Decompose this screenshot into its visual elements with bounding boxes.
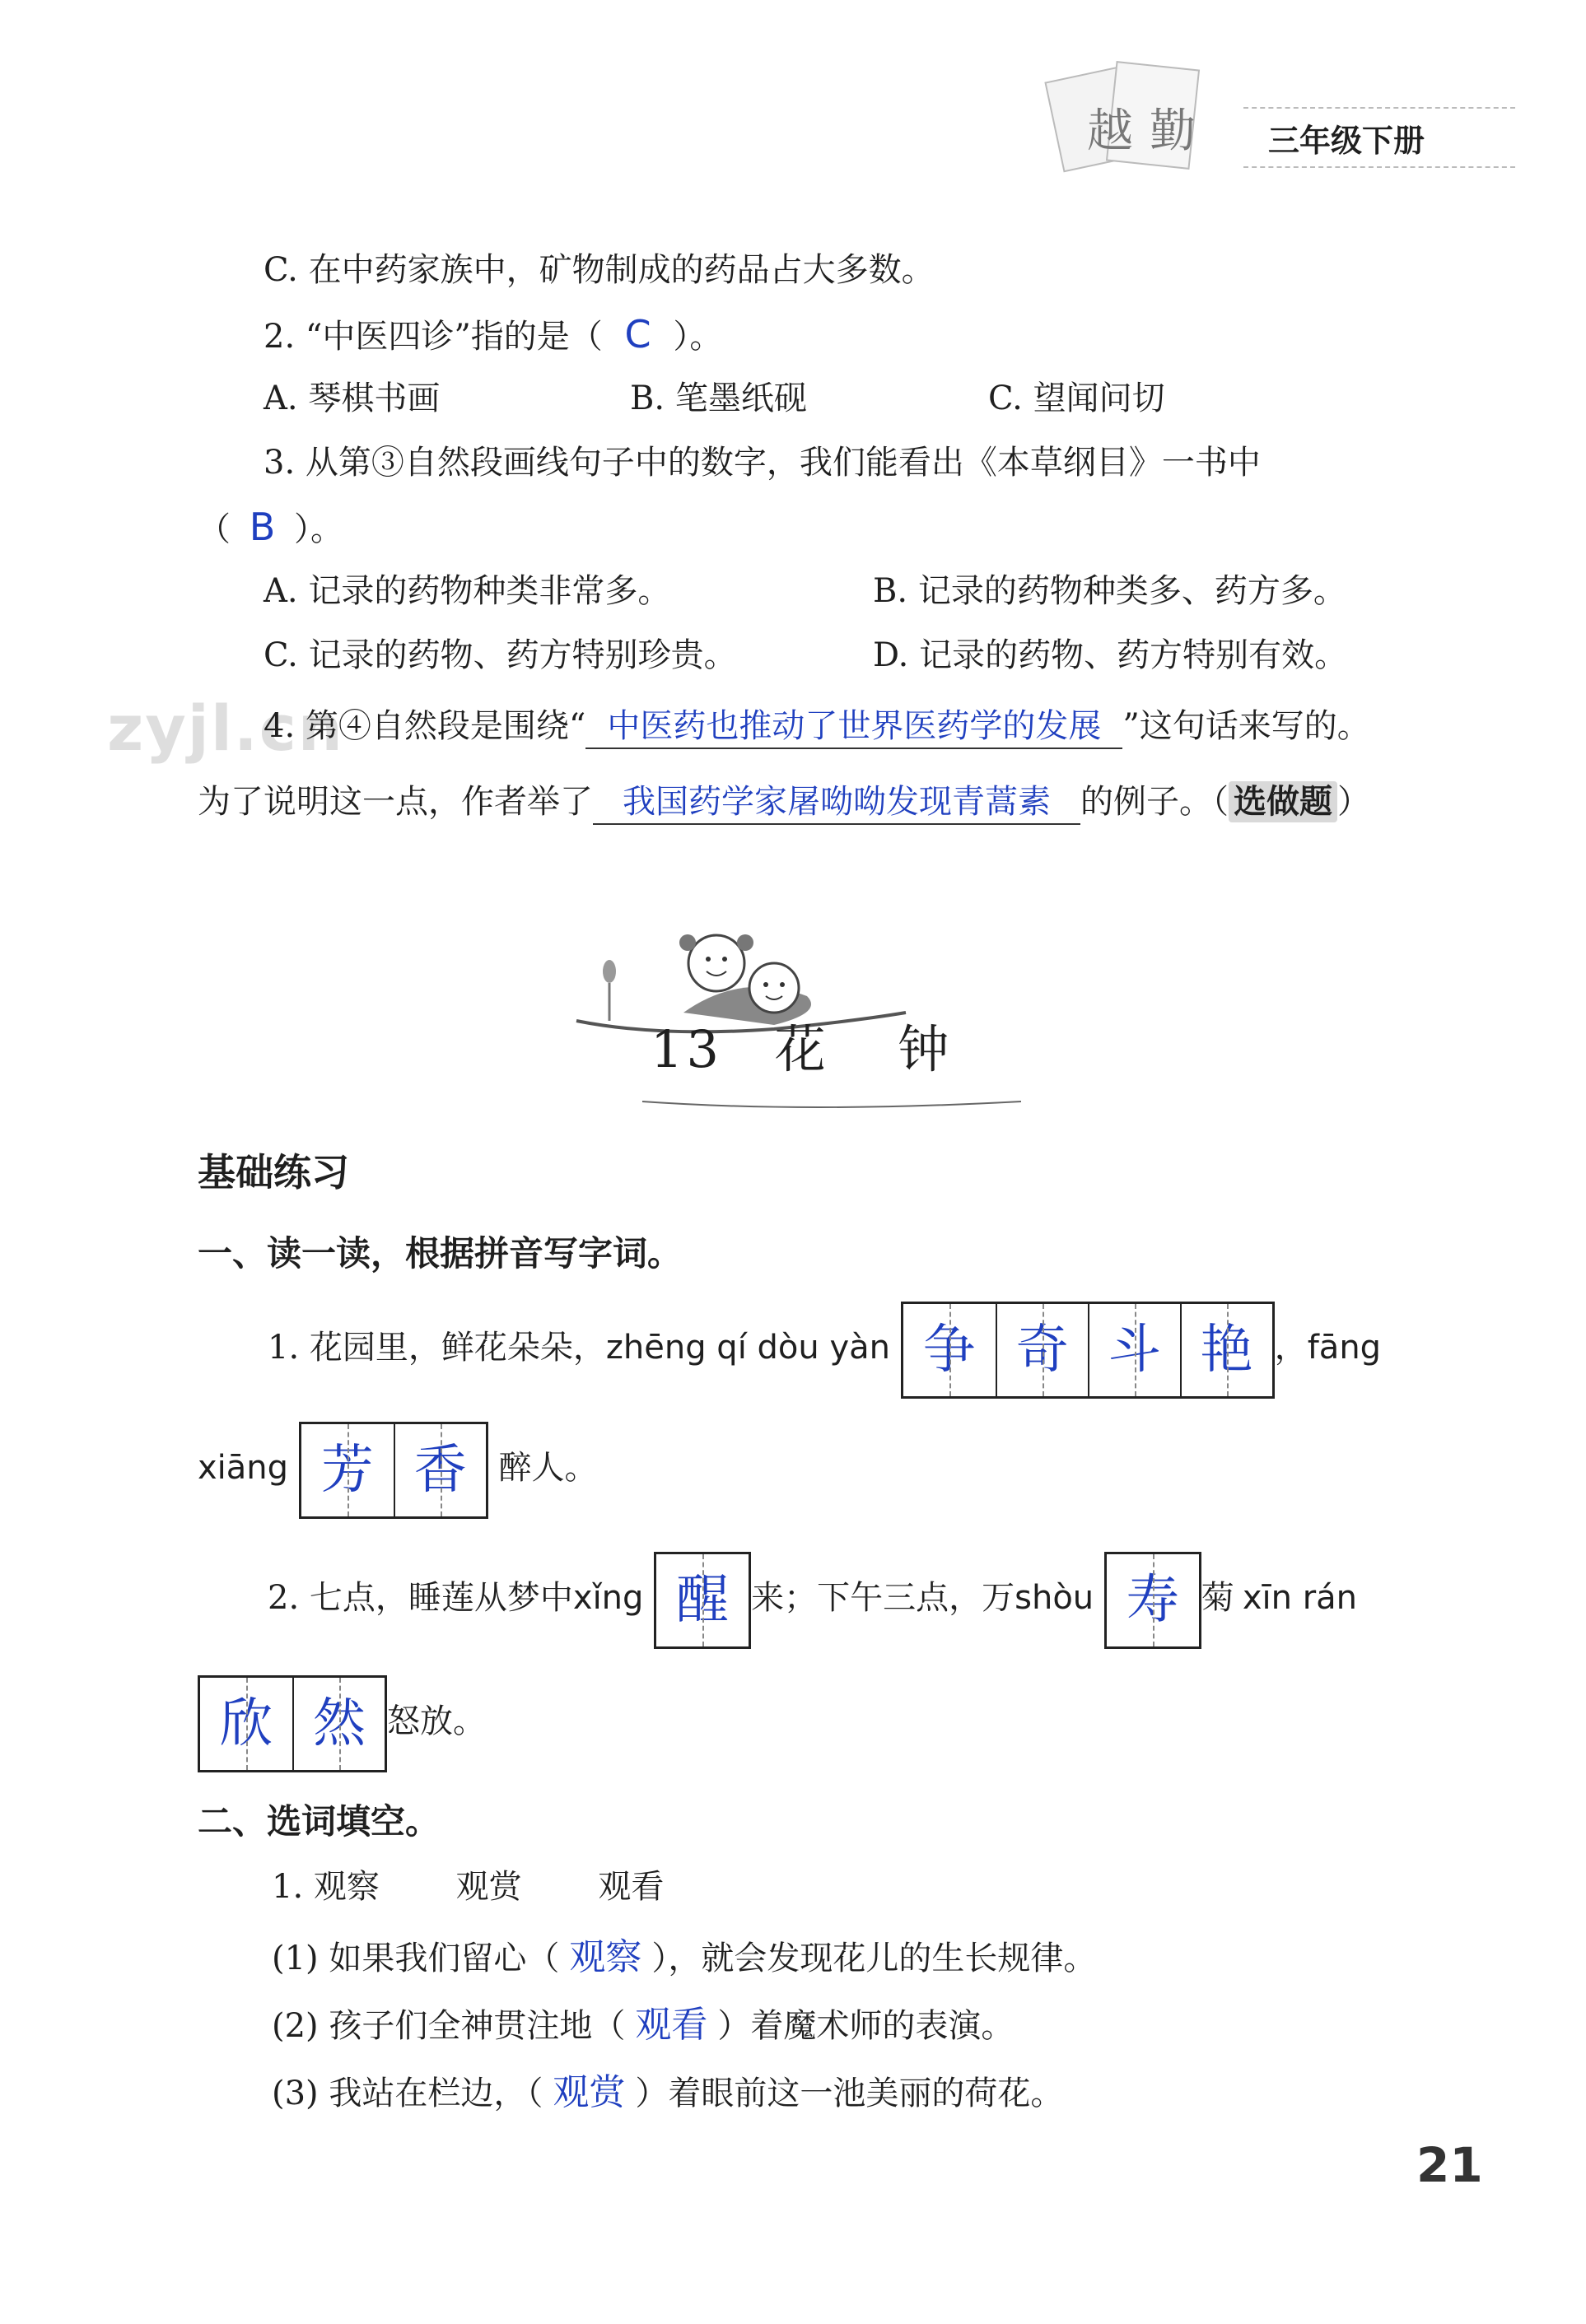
grid-cell: 醒 [656, 1554, 749, 1646]
fill-2 [272, 2002, 1014, 2049]
item2-pinyin1: xǐng [572, 1579, 644, 1617]
q2-stem [264, 311, 722, 360]
part2-title: 二、选词填空。 [198, 1801, 441, 1842]
item1-pinyin2a: fāng [1307, 1329, 1382, 1367]
q2-stem-post: ）。 [673, 318, 723, 356]
fill-2-post: ）着魔术师的表演。 [717, 2007, 1015, 2045]
grid-cell: 芳 [301, 1424, 394, 1516]
item2-mid2: 菊 [1201, 1579, 1234, 1617]
q3-open: （ [198, 510, 231, 548]
watermark: zyjl.cn [107, 692, 344, 765]
word-choice-3: 观看 [598, 1868, 665, 1906]
grid-cell: 争 [903, 1304, 996, 1396]
q3-option-b: B. 记录的药物种类多、药方多。 [873, 572, 1346, 610]
fill-1-answer: 观察 [569, 1936, 642, 1978]
header-logo [1021, 58, 1235, 189]
q3-option-c: C. 记录的药物、药方特别珍贵。 [264, 636, 737, 674]
fill-2-answer: 观看 [635, 2004, 708, 2046]
fill-3-post: ）着眼前这一池美丽的荷花。 [635, 2075, 1064, 2112]
lesson-number: 13 [651, 1019, 722, 1079]
grid-cell: 寿 [1107, 1554, 1199, 1646]
grid-cell: 然 [292, 1678, 385, 1770]
item1-comma: ， [1274, 1329, 1308, 1367]
part1-title: 一、读一读，根据拼音写字词。 [198, 1233, 683, 1274]
item1-row2 [198, 1419, 597, 1519]
lesson-title-char2: 钟 [898, 1019, 953, 1079]
q2-answer: C [624, 312, 651, 356]
word-choice-2: 观赏 [455, 1868, 522, 1906]
q1-option-c: C. 在中药家族中，矿物制成的药品占大多数。 [264, 251, 935, 289]
q3-answer-line [198, 504, 343, 552]
q3-option-d: D. 记录的药物、药方特别有效。 [873, 636, 1348, 674]
grid-cell: 香 [394, 1424, 486, 1516]
answer-grid-5 [198, 1675, 387, 1772]
q3-option-a: A. 记录的药物种类非常多。 [264, 572, 671, 610]
lesson-title-char1: 花 [774, 1019, 829, 1079]
q4-mid: ”这句话来写的。 [1122, 707, 1370, 745]
fill-3-answer: 观赏 [553, 2071, 626, 2113]
q4-line2 [198, 779, 1370, 825]
answer-grid-2 [299, 1422, 488, 1519]
grid-cell: 艳 [1180, 1304, 1272, 1396]
item2-row2 [198, 1673, 486, 1772]
q4-line2-pre: 为了说明这一点，作者举了 [198, 783, 593, 821]
q2-option-b: B. 笔墨纸砚 [630, 380, 807, 417]
answer-grid-1 [901, 1302, 1275, 1399]
lesson-title [651, 1008, 952, 1082]
q4-answer2: 我国药学家屠呦呦发现青蒿素 [593, 780, 1080, 825]
item2-post: 怒放。 [387, 1702, 486, 1740]
grid-cell: 奇 [996, 1304, 1088, 1396]
q4-answer1: 中医药也推动了世界医药学的发展 [585, 705, 1122, 749]
q2-option-c: C. 望闻问切 [988, 380, 1165, 417]
fill-2-pre: (2) 孩子们全神贯注地（ [272, 2007, 626, 2045]
section-heading: 基础练习 [198, 1150, 349, 1195]
word-choice-1: 1. 观察 [272, 1868, 380, 1906]
item1-pre: 1. 花园里，鲜花朵朵， [268, 1329, 606, 1367]
item2-mid: 来；下午三点，万 [751, 1579, 1015, 1617]
grid-cell: 斗 [1088, 1304, 1180, 1396]
item2-row1 [268, 1549, 1357, 1649]
fill-1-post: ），就会发现花儿的生长规律。 [651, 1940, 1097, 1977]
fill-1-pre: (1) 如果我们留心（ [272, 1940, 560, 1977]
grade-label: 三年级下册 [1268, 123, 1425, 159]
item1-pinyin1: zhēng qí dòu yàn [605, 1329, 890, 1367]
item1-post: 醉人。 [498, 1449, 598, 1487]
fill-1 [272, 1935, 1096, 1982]
logo-text: 越勤 [1087, 105, 1212, 158]
grid-cell: 欣 [200, 1678, 292, 1770]
q4-line1 [264, 703, 1370, 749]
q3-answer: B [249, 505, 276, 549]
word-choices [272, 1864, 664, 1910]
answer-grid-3 [654, 1552, 751, 1649]
q2-option-a: A. 琴棋书画 [264, 380, 441, 417]
page-number: 21 [1416, 2137, 1483, 2193]
item1-pinyin2b: xiāng [198, 1449, 289, 1487]
item2-pinyin3: xīn rán [1242, 1579, 1358, 1617]
item1-row1 [268, 1299, 1381, 1399]
header-grade [1243, 107, 1515, 168]
q3-stem: 3. 从第③自然段画线句子中的数字，我们能看出《本草纲目》一书中 [264, 444, 1261, 482]
q3-close: ）。 [294, 510, 343, 548]
q2-stem-pre: 2. “中医四诊”指的是（ [264, 318, 603, 356]
answer-grid-4 [1104, 1552, 1201, 1649]
optional-badge: 选做题 [1229, 781, 1337, 822]
q4-line2-post: 的例子。（ [1080, 783, 1229, 821]
fill-3-pre: (3) 我站在栏边，（ [272, 2075, 543, 2112]
q4-close: ） [1337, 783, 1370, 821]
fill-3 [272, 2070, 1063, 2117]
q4-pre: 4. 第④自然段是围绕“ [264, 707, 586, 745]
item2-pre: 2. 七点，睡莲从梦中 [268, 1579, 573, 1617]
item2-pinyin2: shòu [1015, 1579, 1094, 1617]
